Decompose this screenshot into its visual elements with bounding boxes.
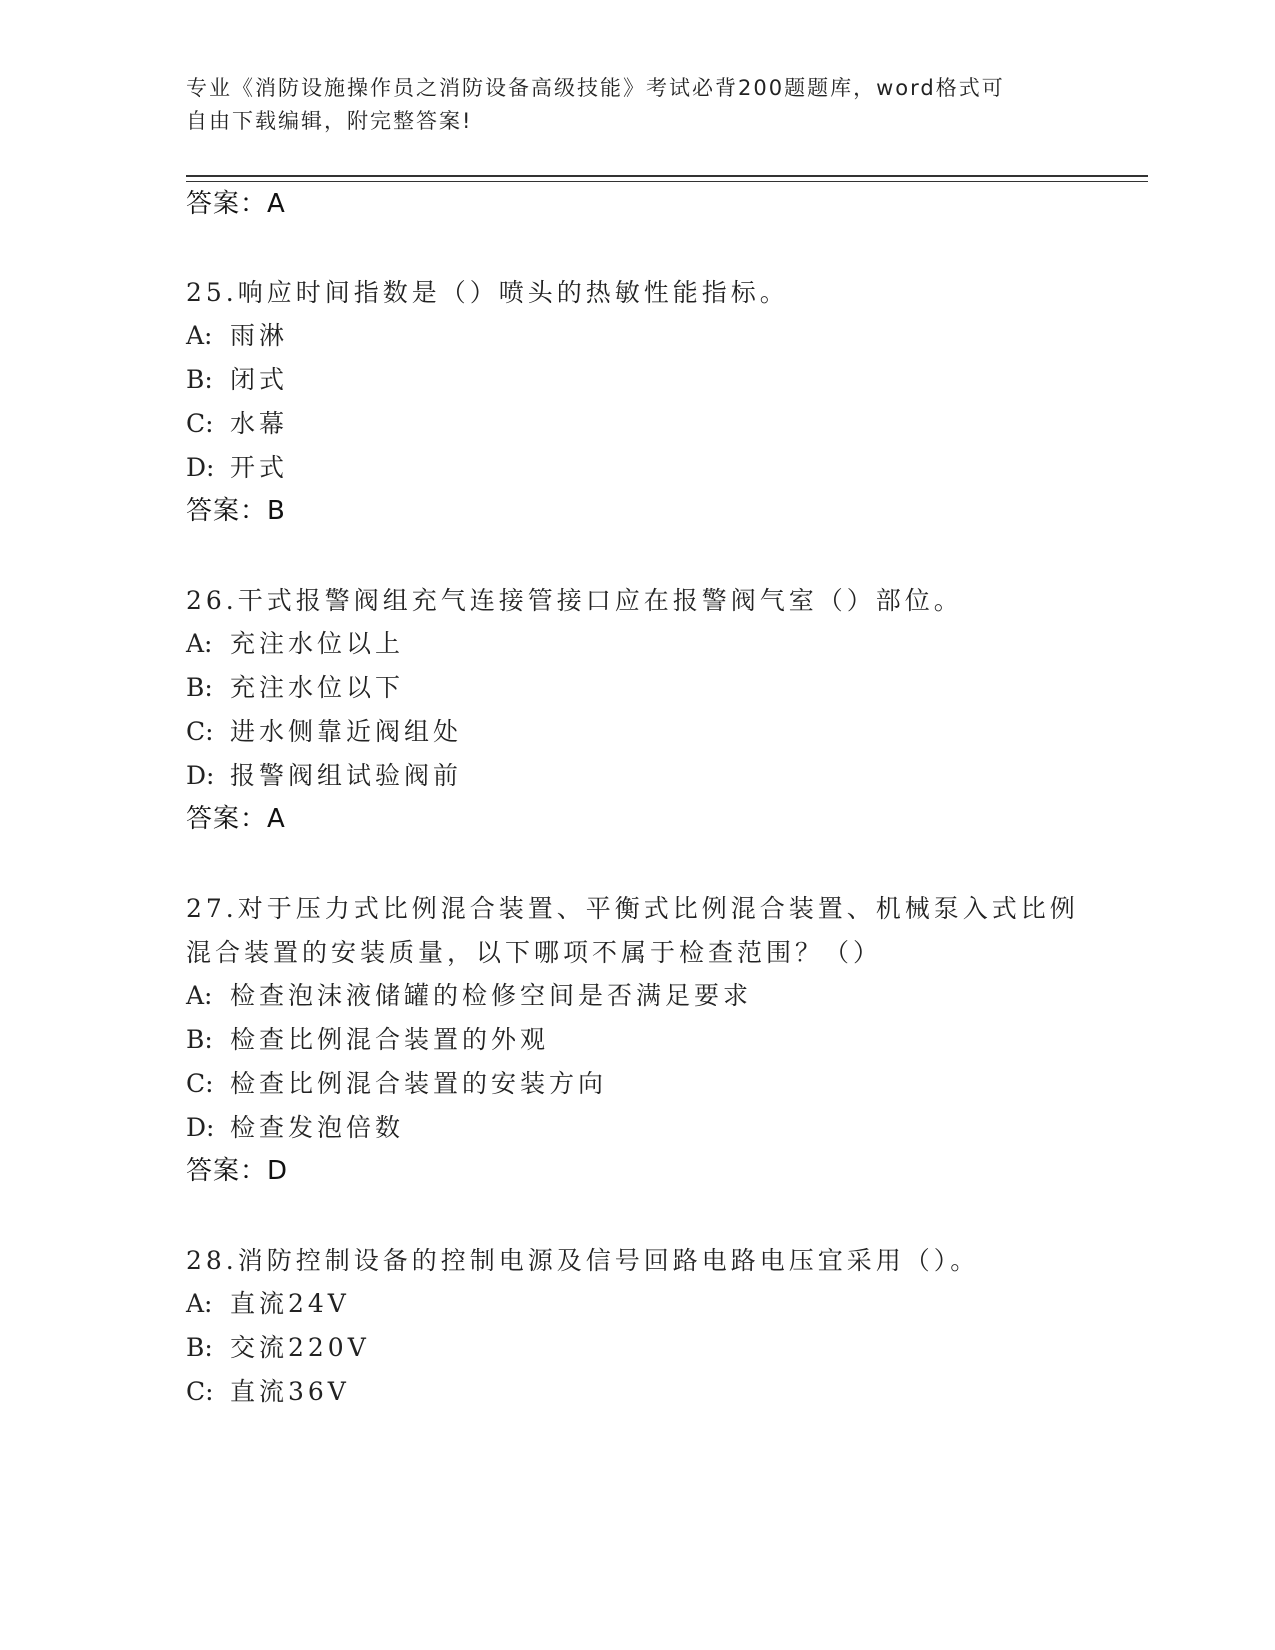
option-key: B: xyxy=(186,1025,213,1054)
document-header xyxy=(186,72,1066,138)
option-key: D: xyxy=(186,761,215,790)
option-text: 报警阀组试验阀前 xyxy=(230,761,463,790)
option-text: 检查比例混合装置的外观 xyxy=(230,1025,550,1054)
option-text: 水幕 xyxy=(230,409,289,438)
option-key: D: xyxy=(186,453,215,482)
option-key: D: xyxy=(186,1113,215,1142)
question-25-text: 25.响应时间指数是（）喷头的热敏性能指标。 xyxy=(186,278,789,307)
question-26-option-a xyxy=(186,626,404,662)
option-key: B: xyxy=(186,1333,213,1362)
question-28-option-b xyxy=(186,1330,370,1366)
question-27-answer: 答案：D xyxy=(186,1156,289,1186)
question-27-text-line-1: 27.对于压力式比例混合装置、平衡式比例混合装置、机械泵入式比例 xyxy=(186,894,1079,923)
question-25-option-d xyxy=(186,450,288,486)
option-text: 雨淋 xyxy=(230,321,289,350)
option-key: C: xyxy=(186,1377,214,1406)
option-text: 检查泡沫液储罐的检修空间是否满足要求 xyxy=(230,981,753,1010)
option-text: 充注水位以上 xyxy=(230,629,405,658)
option-key: B: xyxy=(186,673,213,702)
option-text: 直流24V xyxy=(230,1289,350,1318)
question-26-option-b xyxy=(186,670,404,706)
option-text: 进水侧靠近阀组处 xyxy=(230,717,463,746)
option-text: 检查比例混合装置的安装方向 xyxy=(230,1069,608,1098)
question-27-option-b xyxy=(186,1022,549,1058)
option-key: A: xyxy=(186,981,213,1010)
question-27-option-a xyxy=(186,978,752,1014)
option-key: C: xyxy=(186,717,214,746)
option-text: 开式 xyxy=(230,453,289,482)
question-26-answer: 答案：A xyxy=(186,804,286,834)
question-26-option-c xyxy=(186,714,462,750)
option-key: B: xyxy=(186,365,213,394)
option-text: 交流220V xyxy=(230,1333,370,1362)
option-text: 充注水位以下 xyxy=(230,673,405,702)
question-25-option-a xyxy=(186,318,288,354)
option-key: A: xyxy=(186,321,213,350)
question-26-option-d xyxy=(186,758,462,794)
option-text: 直流36V xyxy=(230,1377,350,1406)
question-27-option-d xyxy=(186,1110,404,1146)
option-key: A: xyxy=(186,1289,213,1318)
answer-label: 答案：A xyxy=(186,189,286,219)
question-25-option-b xyxy=(186,362,288,398)
question-25-answer: 答案：B xyxy=(186,496,286,526)
header-rule-thick xyxy=(186,175,1148,177)
option-text: 闭式 xyxy=(230,365,289,394)
header-line-1: 专业《消防设施操作员之消防设备高级技能》考试必背200题题库，word格式可 xyxy=(186,76,1005,100)
header-line-2: 自由下载编辑，附完整答案! xyxy=(186,109,473,133)
question-27-text-line-2: 混合装置的安装质量，以下哪项不属于检查范围？（） xyxy=(186,938,883,967)
question-28-text: 28.消防控制设备的控制电源及信号回路电路电压宜采用（）。 xyxy=(186,1246,980,1275)
question-25-option-c xyxy=(186,406,288,442)
question-27-option-c xyxy=(186,1066,607,1102)
header-rule-thin xyxy=(186,181,1148,182)
option-key: C: xyxy=(186,1069,214,1098)
question-28-option-a xyxy=(186,1286,350,1322)
question-26-text: 26.干式报警阀组充气连接管接口应在报警阀气室（）部位。 xyxy=(186,586,963,615)
option-text: 检查发泡倍数 xyxy=(230,1113,405,1142)
option-key: C: xyxy=(186,409,214,438)
option-key: A: xyxy=(186,629,213,658)
question-28-option-c xyxy=(186,1374,350,1410)
